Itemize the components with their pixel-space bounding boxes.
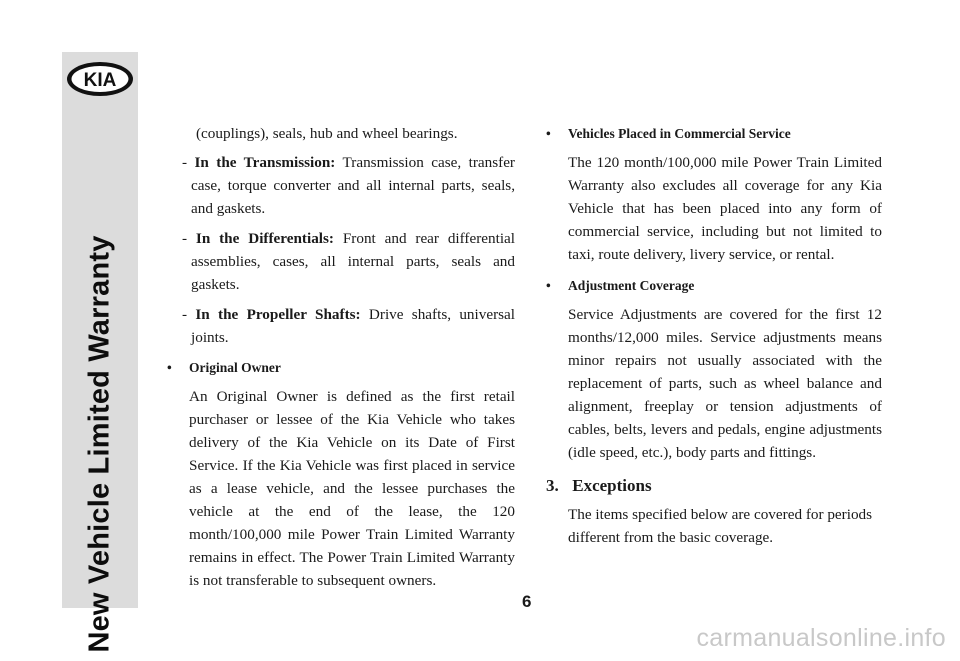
differentials-heading: In the Differentials: [195, 230, 334, 247]
kia-logo-icon [64, 58, 136, 100]
exceptions-number: 3. [546, 476, 559, 495]
original-owner-body: An Original Owner is defined as the first retail purchaser or lessee of the Kia Vehicle who takes delivery of the Kia Vehicle on its Date of First Service. If the Kia Vehicle was first placed in service as a lease vehicle, and the lessee purchases the vehicle at the end of the lease, the 120 month/100,000 mile Power Train Limited Warranty remains in effect. The Power Train Limited Warranty is not transferable to subsequent owners. [189, 388, 515, 589]
kia-logo [64, 58, 136, 100]
propeller-item: - In the Propeller Shafts: Drive shafts, universal joints. [182, 306, 516, 346]
sidebar [62, 52, 138, 653]
watermark: carmanualsonline.info [696, 624, 946, 652]
propeller-heading: In the Propeller Shafts: [195, 306, 361, 323]
bullet-icon: • [546, 278, 551, 293]
adjustment-title: Adjustment Coverage [568, 278, 695, 293]
commercial-body: The 120 month/100,000 mile Power Train Limited Warranty also excludes all coverage for any Kia Vehicle that has been placed into any form of commercial service, including but not limited to taxi, route delivery, livery service, or rental. [568, 154, 882, 263]
exceptions-body: The items specified below are covered for periods different from the basic coverage. [568, 506, 873, 546]
kia-logo-text: KIA [83, 70, 117, 91]
continuation-text: (couplings), seals, hub and wheel bearings. [196, 125, 458, 142]
exceptions-title: Exceptions [572, 476, 652, 495]
bullet-icon: • [546, 126, 551, 141]
differentials-item: - In the Differentials: Front and rear differential assemblies, cases, all internal parts, seals and gaskets. [182, 230, 516, 293]
commercial-title: Vehicles Placed in Commercial Service [568, 126, 791, 141]
bullet-icon: • [167, 360, 172, 375]
original-owner-heading [167, 356, 515, 379]
page-number: 6 [522, 592, 532, 611]
sidebar-title: New Vehicle Limited Warranty [83, 235, 116, 653]
adjustment-heading [546, 274, 882, 297]
left-column [167, 122, 515, 600]
transmission-heading: In the Transmission: [194, 154, 336, 171]
exceptions-heading [546, 474, 882, 497]
right-column [546, 122, 882, 549]
propeller-text: Drive shafts, universal joints. [191, 306, 516, 346]
transmission-item: - In the Transmission: Transmission case, transfer case, torque converter and all internal parts, seals, and gaskets. [182, 154, 515, 217]
commercial-heading [546, 122, 882, 145]
adjustment-body: Service Adjustments are covered for the first 12 months/12,000 miles. Service adjustments means minor repairs not usually associated with the replacement of parts, such as wheel balance and alignment, freeplay or tension adjustments of cables, belts, levers and pedals, engine adjustments (idle speed, etc.), body parts and fittings. [568, 306, 882, 461]
transmission-text: Transmission case, transfer case, torque converter and all internal parts, seals, and gaskets. [191, 154, 515, 217]
differentials-text: Front and rear differential assemblies, cases, all internal parts, seals and gaskets. [191, 230, 516, 293]
original-owner-title: Original Owner [189, 360, 281, 375]
